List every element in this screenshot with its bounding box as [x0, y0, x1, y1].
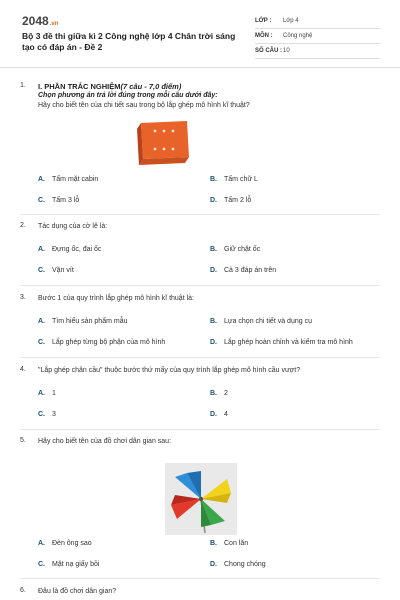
- meta-key: MÔN :: [255, 33, 273, 39]
- option-text: Tìm hiểu sản phẩm mẫu: [52, 318, 128, 325]
- pinwheel-image: [165, 463, 237, 535]
- question-number: 4.: [20, 366, 26, 373]
- question-text: Bước 1 của quy trình lắp ghép mô hình kĩ thuật là:: [38, 295, 194, 302]
- option-a[interactable]: [38, 390, 56, 397]
- logo-suffix: .vn: [49, 21, 59, 27]
- option-letter: A.: [38, 176, 45, 183]
- question-number: 5.: [20, 437, 26, 444]
- meta-key: SỐ CÂU :: [255, 48, 282, 54]
- document-meta: [255, 14, 380, 59]
- option-d[interactable]: [210, 197, 251, 204]
- meta-key: LỚP :: [255, 18, 272, 24]
- question-number: 6.: [20, 587, 26, 594]
- option-letter: B.: [210, 318, 217, 325]
- orange-plate-image: [135, 119, 195, 169]
- option-text: 4: [224, 411, 228, 418]
- option-b[interactable]: [210, 318, 312, 325]
- option-letter: C.: [38, 197, 45, 204]
- option-a[interactable]: [38, 176, 98, 183]
- option-letter: B.: [210, 390, 217, 397]
- option-letter: D.: [210, 267, 217, 274]
- option-letter: C.: [38, 267, 45, 274]
- option-letter: A.: [38, 390, 45, 397]
- option-c[interactable]: [38, 339, 165, 346]
- option-text: Mặt nạ giấy bồi: [52, 561, 100, 568]
- question-body: [38, 222, 378, 232]
- question-text: Hãy cho biết tên của chi tiết sau trong bộ lắp ghép mô hình kĩ thuật?: [38, 102, 250, 109]
- option-letter: C.: [38, 561, 45, 568]
- option-letter: D.: [210, 411, 217, 418]
- divider: [20, 578, 380, 579]
- option-text: Chong chóng: [224, 561, 266, 568]
- option-d[interactable]: [210, 411, 228, 418]
- option-text: Giữ chặt ốc: [224, 246, 261, 253]
- question-number: 1.: [20, 82, 26, 89]
- option-c[interactable]: [38, 197, 79, 204]
- site-logo[interactable]: [22, 14, 58, 28]
- meta-row-class: [255, 14, 380, 29]
- option-b[interactable]: [210, 540, 248, 547]
- question-6: [20, 587, 380, 599]
- question-body: [38, 294, 378, 304]
- option-d[interactable]: [210, 561, 266, 568]
- question-text: Tác dụng của cờ lê là:: [38, 223, 108, 230]
- option-text: Đựng ốc, đai ốc: [52, 246, 102, 253]
- meta-value: Công nghệ: [283, 33, 313, 39]
- option-letter: C.: [38, 339, 45, 346]
- option-c[interactable]: [38, 267, 74, 274]
- divider: [20, 214, 380, 215]
- meta-row-subject: [255, 29, 380, 44]
- option-a[interactable]: [38, 318, 127, 325]
- option-text: Lắp ghép hoàn chỉnh và kiểm tra mô hình: [224, 339, 353, 346]
- option-a[interactable]: [38, 246, 101, 253]
- section-title: [38, 82, 378, 91]
- option-c[interactable]: [38, 561, 99, 568]
- logo-main: 2048: [22, 14, 49, 28]
- option-text: Vặn vít: [52, 267, 74, 274]
- section-name: I. PHẦN TRẮC NGHIỆM: [38, 82, 121, 91]
- option-letter: A.: [38, 246, 45, 253]
- option-letter: B.: [210, 176, 217, 183]
- option-text: Lắp ghép từng bộ phận của mô hình: [52, 339, 166, 346]
- option-text: Tấm 3 lỗ: [52, 197, 80, 204]
- option-letter: B.: [210, 246, 217, 253]
- option-c[interactable]: [38, 411, 56, 418]
- option-text: Tấm mặt cabin: [52, 176, 99, 183]
- option-b[interactable]: [210, 246, 260, 253]
- option-letter: D.: [210, 197, 217, 204]
- option-letter: B.: [210, 540, 217, 547]
- option-text: Tấm chữ L: [224, 176, 258, 183]
- question-text: Hãy cho biết tên của đồ chơi dân gian sau:: [38, 438, 172, 445]
- question-body: [38, 437, 378, 447]
- divider: [20, 429, 380, 430]
- option-letter: A.: [38, 540, 45, 547]
- option-d[interactable]: [210, 339, 353, 346]
- option-text: 3: [52, 411, 56, 418]
- option-text: 1: [52, 390, 56, 397]
- question-1: [20, 82, 380, 212]
- option-a[interactable]: [38, 540, 92, 547]
- question-text: Đâu là đồ chơi dân gian?: [38, 588, 117, 595]
- question-4: [20, 366, 380, 426]
- question-body: [38, 82, 378, 111]
- meta-row-count: [255, 44, 380, 59]
- meta-value: Lớp 4: [283, 18, 299, 24]
- question-2: [20, 222, 380, 282]
- option-letter: C.: [38, 411, 45, 418]
- option-text: Tấm 2 lỗ: [224, 197, 252, 204]
- section-note: (7 câu - 7,0 điểm): [120, 82, 182, 91]
- question-body: [38, 587, 378, 597]
- option-d[interactable]: [210, 267, 276, 274]
- question-number: 2.: [20, 222, 26, 229]
- option-b[interactable]: [210, 390, 228, 397]
- option-text: Lựa chọn chi tiết và dụng cụ: [224, 318, 312, 325]
- document-title: Bộ 3 đề thi giữa kì 2 Công nghệ lớp 4 Chân trời sáng tạo có đáp án - Đề 2: [22, 31, 236, 52]
- page-header: [0, 0, 400, 68]
- option-letter: D.: [210, 339, 217, 346]
- instruction-text: Chọn phương án trả lời đúng trong mỗi câu dưới đây:: [38, 92, 218, 99]
- question-body: [38, 366, 378, 376]
- option-text: Đèn ông sao: [52, 540, 92, 547]
- option-b[interactable]: [210, 176, 258, 183]
- question-text: "Lắp ghép chân cầu" thuộc bước thứ mấy của quy trình lắp ghép mô hình cầu vượt?: [38, 367, 301, 374]
- divider: [20, 285, 380, 286]
- question-number: 3.: [20, 294, 26, 301]
- question-3: [20, 294, 380, 354]
- option-text: Cả 3 đáp án trên: [224, 267, 277, 274]
- divider: [20, 357, 380, 358]
- option-text: Con lăn: [224, 540, 249, 547]
- option-text: 2: [224, 390, 228, 397]
- question-5: [20, 437, 380, 577]
- option-letter: A.: [38, 318, 45, 325]
- option-letter: D.: [210, 561, 217, 568]
- meta-value: 10: [283, 48, 290, 54]
